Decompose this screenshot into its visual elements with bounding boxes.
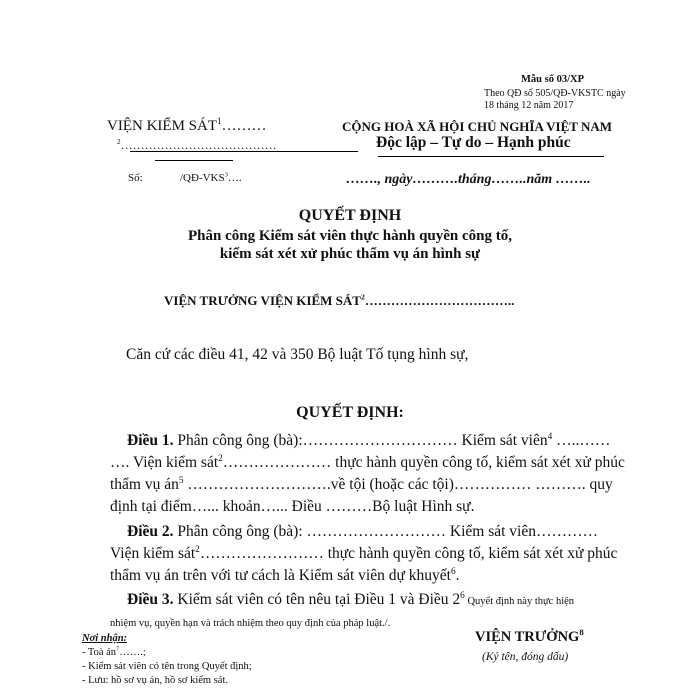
- article-2-line2: Viện kiểm sát$^2$…………………… thực hành quyền công tố, kiểm sát xét xử phúc: [110, 544, 618, 562]
- signature-title: VIỆN TRƯỞNG$^8$: [475, 627, 584, 645]
- document-subtitle-line2: kiểm sát xét xử phúc thẩm vụ án hình sự: [219, 246, 481, 262]
- agency-underline: [130, 151, 358, 152]
- article-1-line1: Điều 1. Phân công ông (bà):………………………… Kiểm sát viên$^4$ …..……: [127, 431, 611, 449]
- document-subtitle-line1: Phân công Kiểm sát viên thực hành quyền công tố,: [187, 228, 513, 244]
- agency-divider: [155, 160, 233, 161]
- recipient-item: - Lưu: hồ sơ vụ án, hồ sơ kiểm sát.: [82, 675, 228, 686]
- issuing-authority: VIỆN TRƯỞNG VIỆN KIỂM SÁT$^2$……………………………..: [164, 292, 515, 308]
- agency-name: VIỆN KIỂM SÁT$^1$………: [107, 116, 267, 134]
- recipient-item: - Toà $án^7\dots\dots$.;: [82, 645, 146, 658]
- article-3-line1: Điều 3. Kiểm sát viên có tên nêu tại Điều 1 và Điều $2^6$ Quyết định này thực hiện: [127, 590, 575, 608]
- decision-heading: QUYẾT ĐỊNH:: [296, 404, 404, 421]
- agency-sub-name: $^2$…………………………………: [117, 138, 277, 152]
- article-3-line2: nhiệm vụ, quyền hạn và trách nhiệm theo quy định của pháp luật./.: [110, 618, 391, 629]
- article-1: [110, 430, 635, 518]
- recipient-item: - Kiểm sát viên có tên trong Quyết định;: [82, 661, 252, 672]
- form-reference: Theo QĐ số 505/QĐ-VKSTC ngày 18 tháng 12 năm 2017: [484, 88, 626, 111]
- recipients-block: [82, 632, 252, 688]
- nation-name: CỘNG HOÀ XÃ HỘI CHỦ NGHĨA VIỆT NAM: [342, 119, 613, 134]
- document-title: QUYẾT ĐỊNH: [298, 207, 402, 224]
- motto-underline: [378, 156, 604, 157]
- recipients-header: Nơi nhận:: [82, 633, 128, 644]
- document-number: Số: /QĐ-VKS$^3$….: [128, 171, 242, 184]
- place-date: ……., ngày……….tháng……..năm ……..: [346, 172, 591, 187]
- article-1-line3: thẩm vụ $án^5$ ……………………….về tội (hoặc các tội)…………… ………. quy: [110, 475, 613, 493]
- article-2-line3: thẩm vụ án trên với tư cách là Kiểm sát viên dự khuyết$^6$.: [110, 566, 460, 584]
- form-code: Mẫu số 03/XP: [521, 74, 584, 85]
- article-1-line4: định tại điểm…... khoản…... Điều ………Bộ luật Hình sự.: [110, 498, 475, 515]
- article-2: [110, 521, 635, 587]
- signature-note: (Ký tên, đóng dấu): [482, 651, 569, 663]
- article-2-line1: Điều 2. Phân công ông (bà): ……………………… Kiểm sát viên…………: [127, 523, 598, 540]
- legal-basis: Căn cứ các điều 41, 42 và 350 Bộ luật Tố tụng hình sự,: [126, 346, 469, 363]
- motto: Độc lập – Tự do – Hạnh phúc: [376, 134, 571, 151]
- article-1-line2: …. Viện kiểm sát$^2$………………… thực hành quyền công tố, kiểm sát xét xử phúc: [110, 453, 625, 471]
